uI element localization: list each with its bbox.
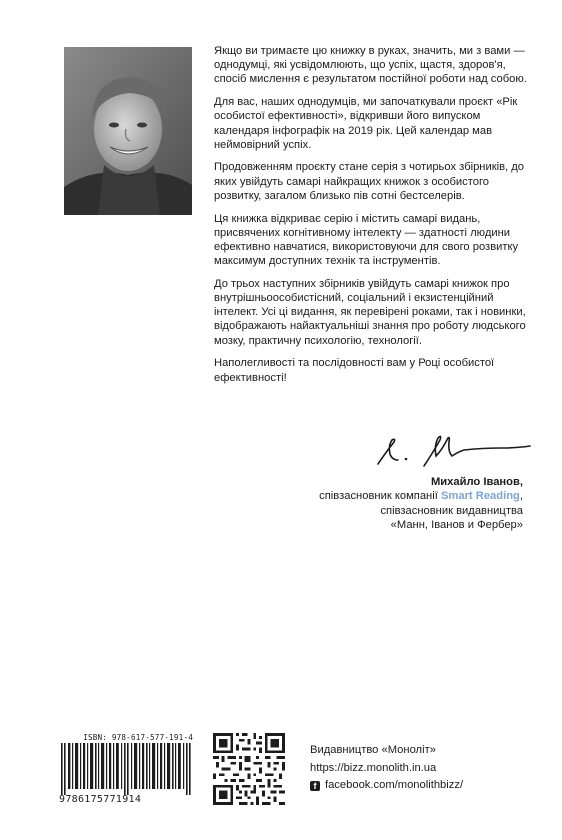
author-role-suffix: , [519,490,523,503]
barcode-digits: 9786175771914 [59,794,142,805]
handwritten-signature [372,426,532,470]
letter-paragraph: Ця книжка відкриває серію і містить самарі видань, присвячених когнітивному інтелекту — здатності людини ефективно навчатися, використовуючи для свого розвитку максимум доступних технік та інструментів. [214,212,519,268]
letter-paragraph: Наполегливості та послідовності вам у Році особистої ефективності! [214,357,495,384]
author-portrait-image [64,47,192,215]
letter-paragraph: Продовженням проєкту стане серія з чотирьох збірників, до яких увійдуть самарі найкращих книжок з особистого розвитку, загалом близько пів сотні бестселерів. [214,161,525,202]
letter-paragraph: До трьох наступних збірників увійдуть самарі книжок про внутрішньоособистісний, соціальний і екзистенційний інтелект. Усі ці видання, як перевірені роками, так і новинки, відображають найактуальніші знання про роботу людського мозку, практичну психологію, технології. [214,277,526,347]
letter-paragraph: Якщо ви тримаєте цю книжку в руках, значить, ми з вами — однодумці, які усвідомлюють, що успіх, щастя, здоров'я, спосіб мислення є результатом постійної роботи над собою. [214,45,527,86]
publisher-facebook-row[interactable] [310,777,463,795]
facebook-icon: f [310,781,320,791]
author-name: Михайло Іванов, [430,476,523,488]
brand-smart-reading: Smart Reading [440,490,520,503]
publisher-website-link[interactable]: https://bizz.monolith.in.ua [310,761,437,774]
publisher-name: Видавництво «Моноліт» [310,744,436,756]
author-role-prefix: співзасновник компанії [319,490,441,503]
author-role-company [319,489,523,503]
publisher-facebook-link[interactable]: facebook.com/monolithbizz/ [325,779,464,791]
author-role-publisher: співзасновник видавництва [380,504,523,517]
letter-paragraph: Для вас, наших однодумців, ми започаткували проєкт «Рік особистої ефективності», відкривши його випуском календаря інфографік на 2019 рік. Цей календар мав неймовірний успіх. [214,96,518,151]
author-signature-block [319,475,523,532]
barcode-bars [59,743,199,795]
author-role-publisher-name: «Манн, Іванов и Фербер» [390,518,523,531]
isbn-number: ISBN: 978-617-577-191-4 [83,733,193,742]
author-photo [64,47,192,215]
publisher-info [310,742,463,795]
isbn-barcode [59,733,199,807]
letter-text [214,44,536,393]
qr-code [213,733,285,805]
